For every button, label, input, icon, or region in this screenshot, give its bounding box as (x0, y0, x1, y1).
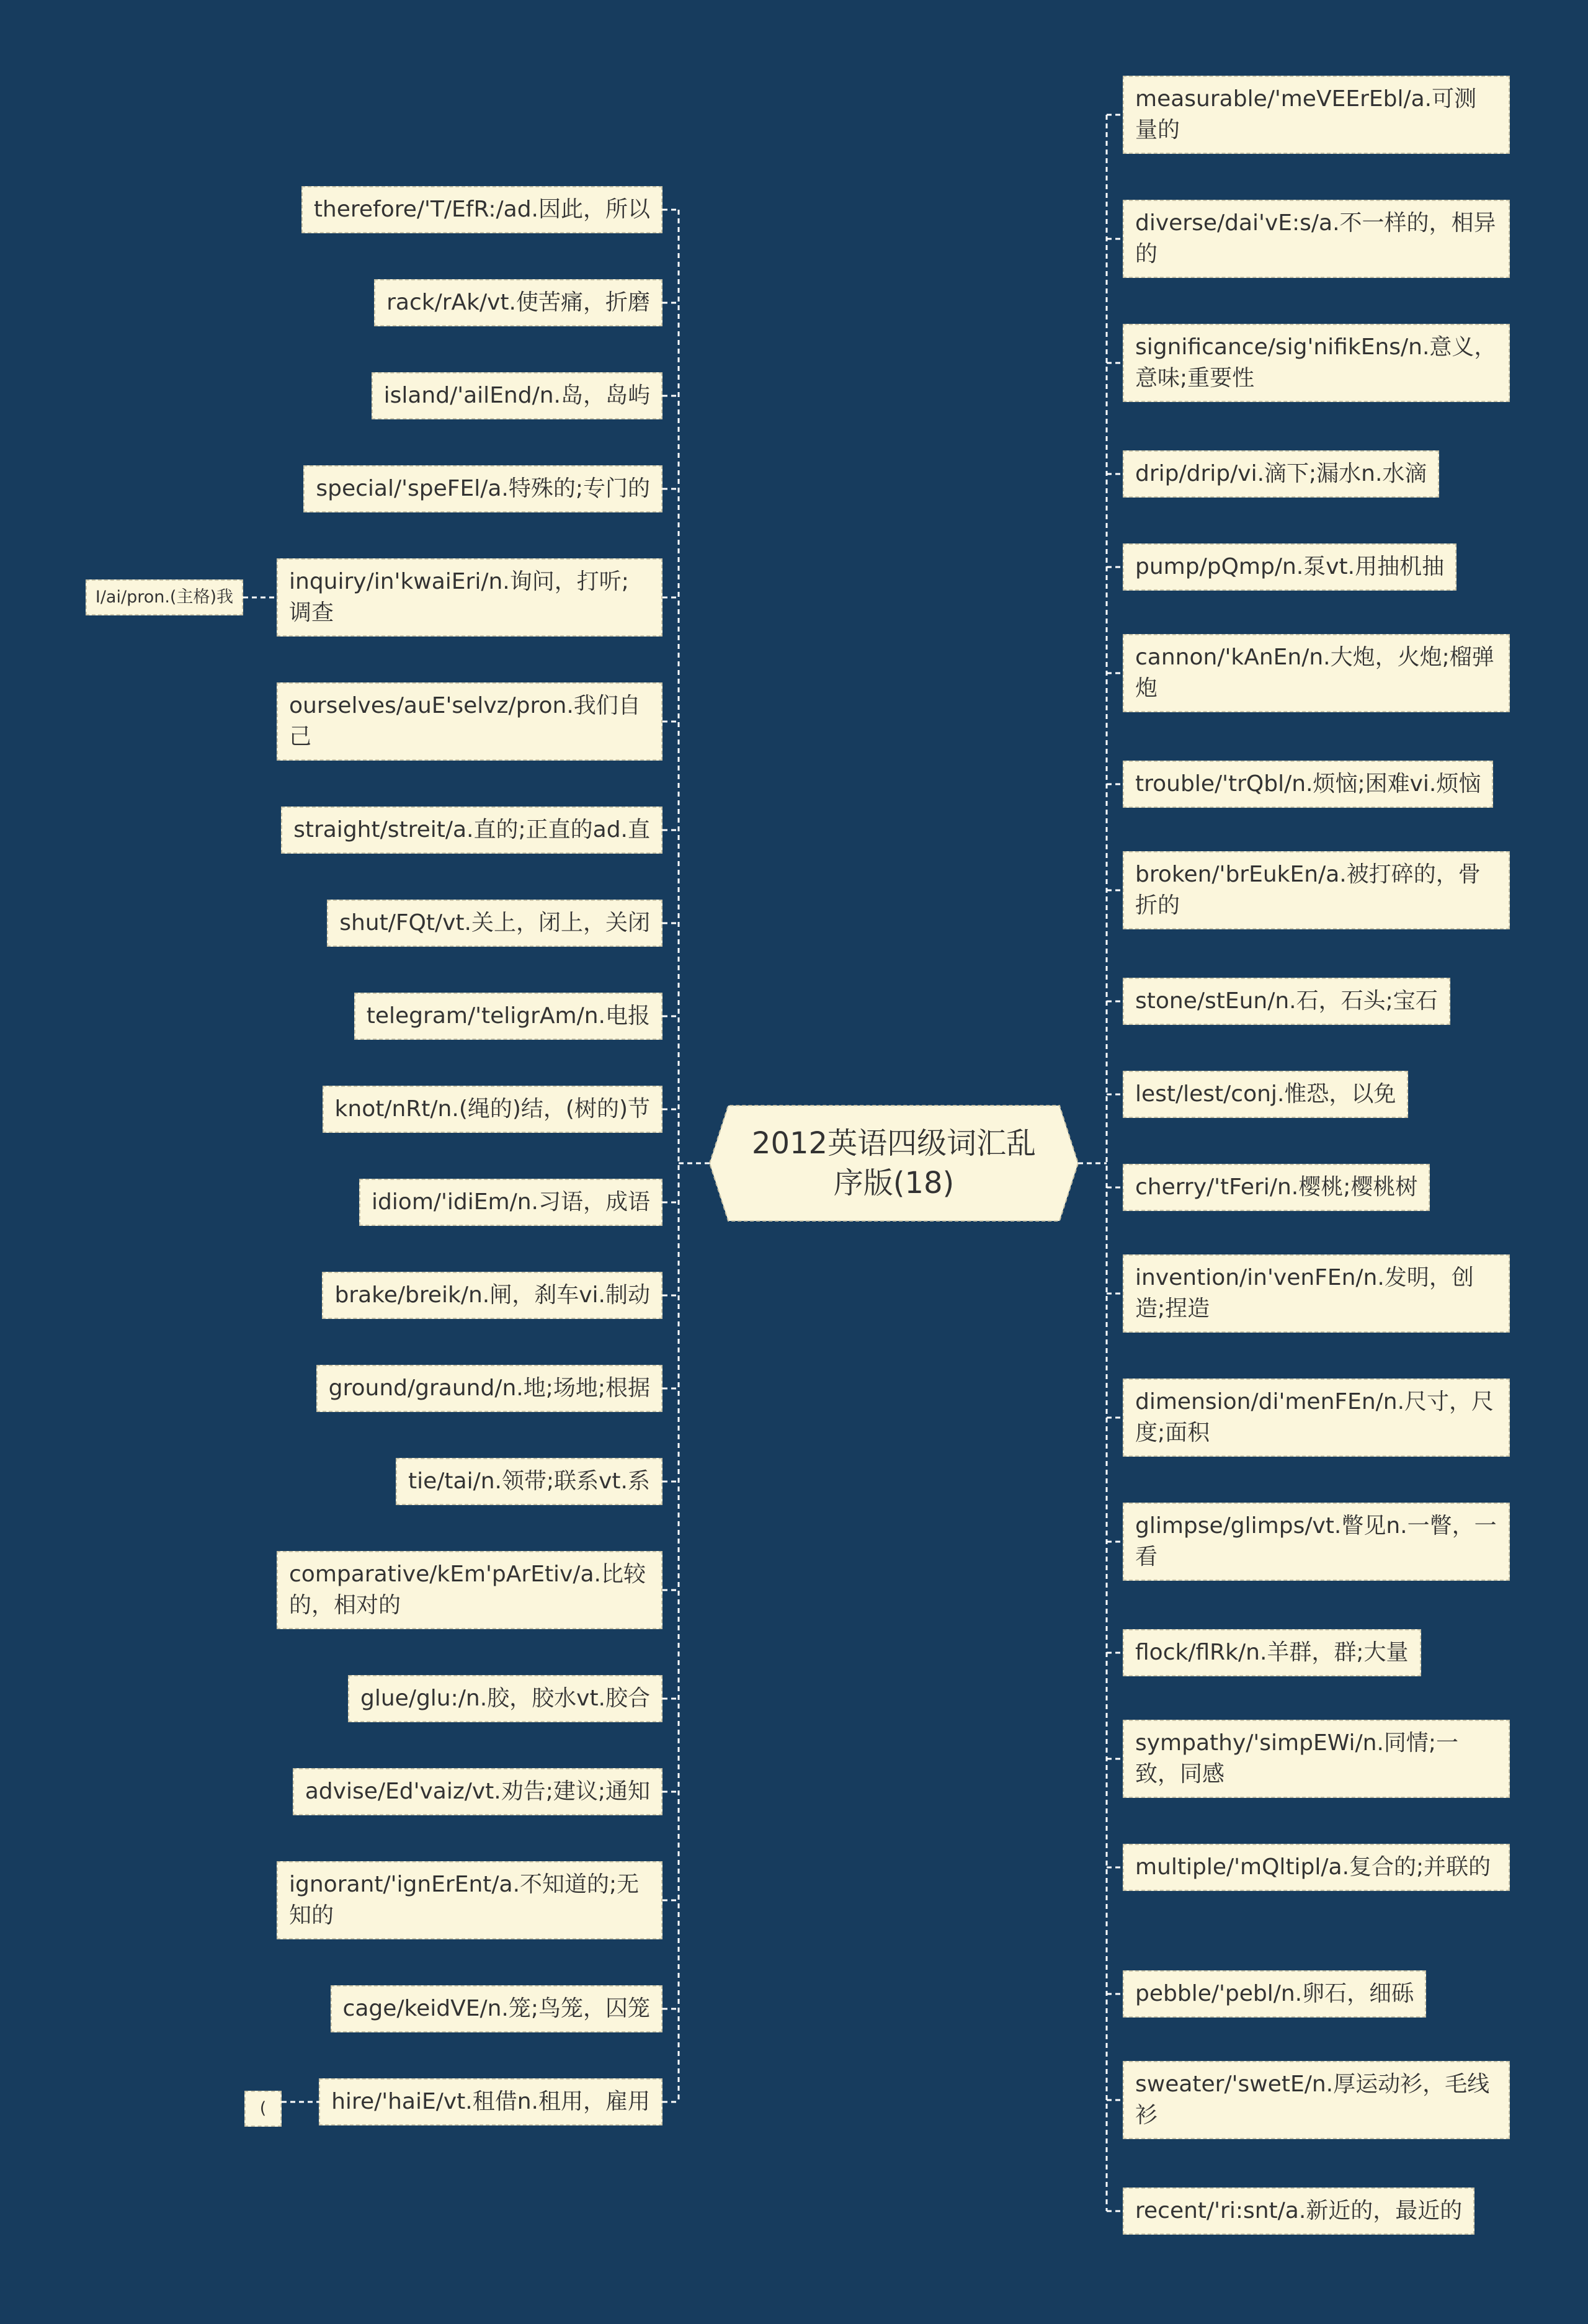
right-node-stone[interactable]: stone/stEun/n.石，石头;宝石 (1123, 978, 1450, 1025)
right-node-diverse[interactable]: diverse/dai'vE:s/a.不一样的，相异的 (1123, 200, 1510, 278)
left-node-advise[interactable]: advise/Ed'vaiz/vt.劝告;建议;通知 (293, 1768, 662, 1815)
left-node-hire[interactable]: hire/'haiE/vt.租借n.租用，雇用 (319, 2078, 662, 2125)
right-node-sympathy[interactable]: sympathy/'simpEWi/n.同情;一致，同感 (1123, 1720, 1510, 1798)
left-node-shut[interactable]: shut/FQt/vt.关上，闭上，关闭 (327, 900, 662, 947)
right-node-trouble[interactable]: trouble/'trQbl/n.烦恼;困难vi.烦恼 (1123, 761, 1493, 808)
left-node-idiom[interactable]: idiom/'idiEm/n.习语，成语 (359, 1179, 662, 1226)
right-node-lest[interactable]: lest/lest/conj.惟恐，以免 (1123, 1071, 1408, 1118)
right-node-multiple[interactable]: multiple/'mQltipl/a.复合的;并联的 (1123, 1844, 1510, 1891)
left-node-comparative[interactable]: comparative/kEm'pArEtiv/a.比较的，相对的 (277, 1551, 662, 1629)
left-node-ground[interactable]: ground/graund/n.地;场地;根据 (316, 1365, 662, 1412)
right-node-measurable[interactable]: measurable/'meVEErEbl/a.可测量的 (1123, 76, 1510, 154)
right-node-significance[interactable]: significance/sig'nifikEns/n.意义，意味;重要性 (1123, 324, 1510, 402)
right-node-glimpse[interactable]: glimpse/glimps/vt.瞥见n.一瞥，一看 (1123, 1503, 1510, 1581)
left-node-knot[interactable]: knot/nRt/n.(绳的)结，(树的)节 (323, 1086, 662, 1133)
right-node-sweater[interactable]: sweater/'swetE/n.厚运动衫，毛线衫 (1123, 2061, 1510, 2139)
left-node-rack[interactable]: rack/rAk/vt.使苦痛，折磨 (374, 279, 662, 326)
left-node-cage[interactable]: cage/keidVE/n.笼;鸟笼，囚笼 (331, 1985, 662, 2032)
left-node-special[interactable]: special/'speFEl/a.特殊的;专门的 (303, 465, 662, 512)
right-node-recent[interactable]: recent/'ri:snt/a.新近的，最近的 (1123, 2188, 1474, 2235)
left-node-ourselves[interactable]: ourselves/auE'selvz/pron.我们自己 (277, 682, 662, 761)
right-node-cannon[interactable]: cannon/'kAnEn/n.大炮，火炮;榴弹炮 (1123, 634, 1510, 712)
sub-node-hire-child[interactable]: ( (244, 2091, 282, 2127)
left-node-island[interactable]: island/'ailEnd/n.岛，岛屿 (372, 372, 662, 419)
sub-node-pronoun-i[interactable]: I/ai/pron.(主格)我 (86, 579, 243, 615)
left-node-glue[interactable]: glue/glu:/n.胶，胶水vt.胶合 (348, 1675, 662, 1722)
root-title: 2012英语四级词汇乱序版(18) (751, 1126, 1037, 1200)
left-node-tie[interactable]: tie/tai/n.领带;联系vt.系 (396, 1458, 662, 1505)
left-node-therefore[interactable]: therefore/'T/EfR:/ad.因此，所以 (301, 186, 662, 233)
right-node-cherry[interactable]: cherry/'tFeri/n.樱桃;樱桃树 (1123, 1164, 1430, 1211)
left-node-ignorant[interactable]: ignorant/'ignErEnt/a.不知道的;无知的 (277, 1861, 662, 1939)
right-node-broken[interactable]: broken/'brEukEn/a.被打碎的，骨折的 (1123, 851, 1510, 929)
right-node-drip[interactable]: drip/drip/vi.滴下;漏水n.水滴 (1123, 450, 1439, 498)
right-node-pump[interactable]: pump/pQmp/n.泵vt.用抽机抽 (1123, 543, 1456, 591)
right-node-flock[interactable]: flock/flRk/n.羊群，群;大量 (1123, 1629, 1421, 1676)
right-node-pebble[interactable]: pebble/'pebl/n.卵石，细砾 (1123, 1970, 1426, 2018)
left-node-brake[interactable]: brake/breik/n.闸，刹车vi.制动 (322, 1272, 662, 1319)
root-node[interactable] (697, 1104, 1091, 1222)
right-node-dimension[interactable]: dimension/di'menFEn/n.尺寸，尺度;面积 (1123, 1379, 1510, 1457)
left-node-straight[interactable]: straight/streit/a.直的;正直的ad.直 (281, 807, 662, 854)
right-node-invention[interactable]: invention/in'venFEn/n.发明，创造;捏造 (1123, 1254, 1510, 1333)
left-node-telegram[interactable]: telegram/'teligrAm/n.电报 (354, 993, 662, 1040)
left-node-inquiry[interactable]: inquiry/in'kwaiEri/n.询问，打听;调查 (277, 558, 662, 637)
